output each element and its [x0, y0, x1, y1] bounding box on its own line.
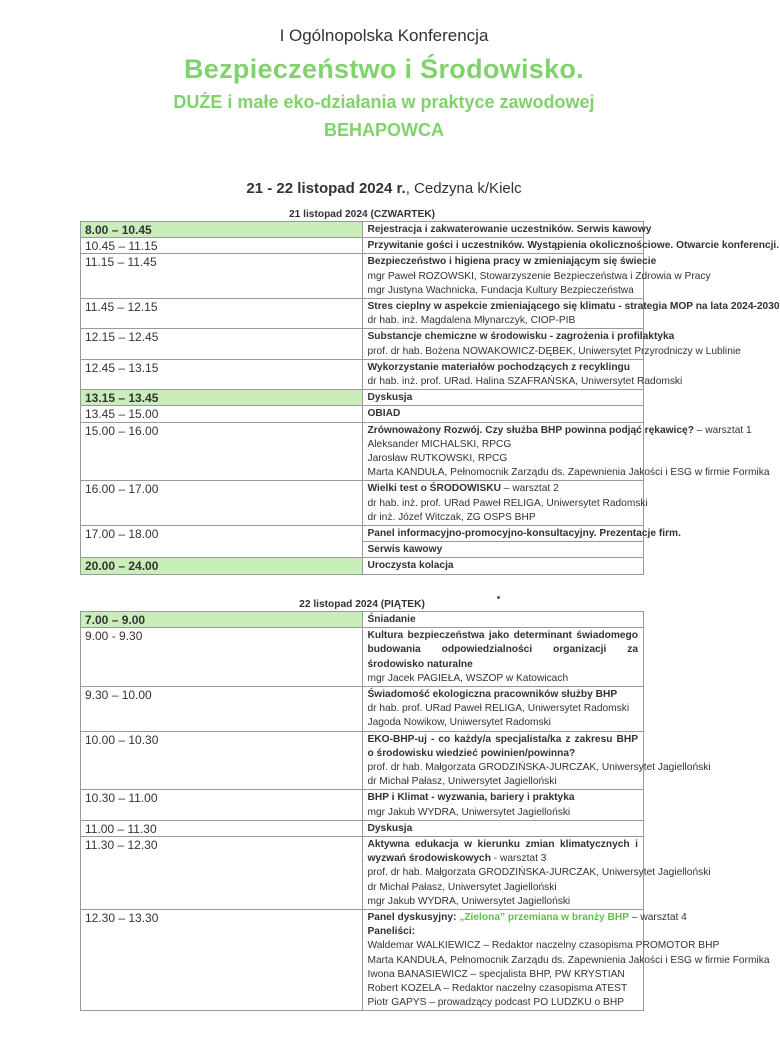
line-text: Robert KOZELA – Redaktor naczelny czasopisma ATEST — [367, 983, 628, 995]
line-text: Rejestracja i zakwaterowanie uczestników. Serwis kawowy — [367, 224, 652, 235]
session-details — [362, 731, 711, 790]
session-title — [368, 925, 639, 939]
line-text: Wielki test o ŚRODOWISKU — [367, 483, 501, 495]
session-time: 9.00 - 9.30 — [81, 628, 363, 687]
session-details — [362, 422, 770, 481]
session-speaker — [367, 375, 683, 389]
line-text: Śniadanie — [367, 614, 416, 625]
session-title — [368, 613, 639, 627]
schedule-row — [81, 687, 644, 732]
session-time: 12.15 – 12.45 — [81, 329, 363, 359]
session-speaker — [367, 761, 711, 775]
highlighted-topic: „Zielona” przemiana w branży BHP — [459, 912, 630, 924]
session-speaker — [368, 702, 639, 716]
session-time: 20.00 – 24.00 — [81, 558, 363, 574]
session-time: 10.30 – 11.00 — [81, 790, 363, 820]
schedule-row — [81, 238, 644, 254]
session-details — [362, 820, 644, 836]
line-text: prof. dr hab. Małgorzata GRODZIŃSKA-JURCZAK, Uniwersytet Jagielloński — [367, 867, 711, 879]
session-time: 17.00 – 18.00 — [81, 526, 363, 558]
session-speaker — [367, 954, 770, 968]
session-details — [362, 238, 780, 254]
session-time: 11.00 – 11.30 — [81, 820, 363, 836]
line-text: dr inż. Józef Witczak, ZG OSPS BHP — [367, 511, 536, 523]
session-title — [367, 255, 657, 269]
session-speaker — [368, 968, 639, 982]
session-time: 12.45 – 13.15 — [81, 359, 363, 389]
schedule-row — [81, 406, 644, 422]
session-title — [368, 688, 639, 702]
session-time: 11.45 – 12.15 — [81, 299, 363, 329]
day-header-row — [81, 208, 644, 222]
session-time: 10.45 – 11.15 — [81, 238, 363, 254]
schedule-row — [81, 612, 644, 628]
conference-date-location — [0, 180, 768, 197]
session-speaker — [368, 996, 639, 1010]
session-speaker — [368, 881, 639, 895]
workshop-label: – warsztat 1 — [693, 424, 752, 436]
line-text: OBIAD — [367, 408, 401, 420]
line-text: Bezpieczeństwo i higiena pracy w zmieniającym się świecie — [367, 256, 657, 268]
session-speaker — [368, 672, 639, 686]
schedule-day1-table — [80, 208, 780, 575]
schedule-row — [81, 790, 644, 820]
session-title — [367, 424, 752, 438]
session-time: 15.00 – 16.00 — [81, 422, 363, 481]
line-text: dr Michał Pałasz, Uniwersytet Jagielloński — [367, 881, 557, 893]
day-header: 21 listopad 2024 (CZWARTEK) — [81, 208, 644, 222]
session-title — [367, 330, 675, 344]
line-text: dr hab. inż. prof. URad. Halina SZAFRAŃSKA, Uniwersytet Radomski — [367, 376, 683, 388]
line-text: dr Michał Pałasz, Uniwersytet Jagielloński — [367, 776, 557, 788]
schedule-row — [81, 481, 644, 526]
line-text: Aleksander MICHALSKI, RPCG — [367, 438, 512, 450]
session-title — [368, 629, 639, 672]
session-title — [368, 559, 639, 573]
line-text: Uroczysta kolacja — [367, 560, 454, 572]
session-title — [367, 300, 780, 314]
line-text: Dyskusja — [367, 392, 413, 404]
line-text: Wykorzystanie materiałów pochodzących z recyklingu — [367, 361, 631, 373]
session-title — [368, 791, 639, 805]
line-text: prof. dr hab. Bożena NOWAKOWICZ-DĘBEK, Uniwersytet Przyrodniczy w Lublinie — [367, 345, 741, 357]
schedule-row — [81, 558, 644, 574]
conference-subtitle-line1: DUŻE i małe eko-działania w praktyce zawodowej — [173, 92, 595, 112]
line-text: Iwona BANASIEWICZ – specjalista BHP, PW KRYSTIAN — [367, 968, 625, 980]
workshop-label: – warsztat 4 — [629, 912, 687, 924]
session-details — [362, 910, 770, 1011]
scan-speck — [497, 596, 500, 599]
session-details — [362, 687, 644, 732]
schedule-row — [81, 329, 644, 359]
schedule-row — [81, 910, 644, 1011]
session-time: 11.15 – 11.45 — [81, 254, 363, 299]
line-text: mgr Paweł ROZOWSKI, Stowarzyszenie Bezpieczeństwa i Zdrowia w Pracy — [367, 270, 711, 282]
line-text: Przywitanie gości i uczestników. Wystąpienia okolicznościowe. Otwarcie konferencji. — [367, 240, 780, 252]
session-title — [368, 543, 639, 557]
session-details — [362, 542, 644, 558]
schedule-row — [81, 359, 644, 389]
conference-title: Bezpieczeństwo i Środowisko. — [184, 54, 584, 84]
line-text: mgr Jacek PAGIEŁA, WSZOP w Katowicach — [367, 672, 569, 684]
session-title — [367, 223, 652, 237]
session-speaker — [368, 716, 639, 730]
line-text: Zrównoważony Rozwój. Czy służba BHP powinna podjąć rękawicę? — [367, 424, 694, 436]
session-title — [368, 838, 639, 866]
session-time: 16.00 – 17.00 — [81, 481, 363, 526]
session-speaker — [368, 284, 639, 298]
schedule-day2-table — [80, 598, 770, 1011]
session-title — [368, 391, 639, 405]
session-speaker — [368, 438, 639, 452]
workshop-label: – warsztat 2 — [501, 483, 559, 495]
session-speaker — [368, 895, 639, 909]
line-text: Aktywna edukacja w kierunku zmian klimatycznych i wyzwań środowiskowych — [367, 839, 638, 865]
conference-label: I Ogólnopolska Konferencja — [279, 26, 489, 45]
line-text: prof. dr hab. Małgorzata GRODZIŃSKA-JURCZAK, Uniwersytet Jagielloński — [367, 762, 711, 774]
session-details — [362, 329, 741, 359]
line-text: BHP i Klimat - wyzwania, bariery i praktyka — [367, 792, 575, 804]
day-header: 22 listopad 2024 (PIĄTEK) — [81, 598, 644, 612]
session-speaker — [368, 314, 639, 328]
line-text: Paneliści: — [367, 926, 416, 938]
session-details — [362, 558, 644, 574]
session-details — [362, 406, 644, 422]
session-title — [367, 239, 780, 253]
day-header-row — [81, 598, 644, 612]
line-text: Marta KANDUŁA, Pełnomocnik Zarządu ds. Zapewnienia Jakości i ESG w firmie Formika — [367, 954, 770, 966]
schedule-row — [81, 390, 644, 406]
schedule-row — [81, 222, 644, 238]
session-speaker — [367, 345, 741, 359]
session-title — [368, 733, 639, 761]
schedule-row — [81, 526, 644, 542]
session-details — [362, 254, 711, 299]
schedule-row — [81, 254, 644, 299]
session-details — [362, 359, 683, 389]
session-details — [362, 222, 652, 238]
line-text: dr hab. inż. Magdalena Młynarczyk, CIOP-PIB — [367, 315, 576, 327]
line-text: mgr Jakub WYDRA, Uniwersytet Jagielloński — [367, 806, 571, 818]
session-speaker — [368, 511, 639, 525]
session-details — [362, 790, 644, 820]
schedule-row — [81, 422, 644, 481]
line-text: Panel dyskusyjny: — [367, 912, 460, 924]
session-time: 9.30 – 10.00 — [81, 687, 363, 732]
session-title — [368, 822, 639, 836]
line-text: Substancje chemiczne w środowisku - zagrożenia i profilaktyka — [367, 331, 675, 343]
session-title — [368, 482, 639, 496]
session-time: 13.45 – 15.00 — [81, 406, 363, 422]
line-text: Waldemar WALKIEWICZ – Redaktor naczelny czasopisma PROMOTOR BHP — [367, 940, 720, 952]
session-speaker — [368, 775, 639, 789]
session-details — [362, 299, 780, 329]
session-speaker — [368, 452, 639, 466]
session-title — [368, 361, 639, 375]
session-details — [362, 628, 644, 687]
session-speaker — [368, 806, 639, 820]
line-text: mgr Jakub WYDRA, Uniwersytet Jagielloński — [367, 895, 571, 907]
session-details — [362, 612, 644, 628]
session-speaker — [368, 982, 639, 996]
line-text: dr hab. prof. URad Paweł RELIGA, Uniwersytet Radomski — [367, 703, 630, 715]
session-details — [362, 837, 711, 910]
session-time: 12.30 – 13.30 — [81, 910, 363, 1011]
session-speaker — [367, 270, 711, 284]
line-text: Panel informacyjno-promocyjno-konsultacyjny. Prezentacje firm. — [367, 528, 681, 540]
session-details — [362, 390, 644, 406]
session-time: 8.00 – 10.45 — [81, 222, 363, 238]
line-text: Marta KANDUŁA, Pełnomocnik Zarządu ds. Zapewnienia Jakości i ESG w firmie Formika — [367, 467, 770, 479]
session-title — [368, 407, 639, 421]
line-text: mgr Justyna Wachnicka, Fundacja Kultury Bezpieczeństwa — [367, 284, 634, 296]
session-title — [367, 911, 687, 925]
workshop-label: - warsztat 3 — [490, 853, 547, 865]
session-speaker — [367, 866, 711, 880]
conference-location: , Cedzyna k/Kielc — [405, 180, 522, 197]
session-details — [362, 481, 648, 526]
line-text: EKO-BHP-uj - co każdy/a specjalista/ka z zakresu BHP o środowisku wiedzieć powinien/powinna? — [367, 733, 638, 759]
session-details — [362, 526, 681, 542]
schedule-row — [81, 820, 644, 836]
schedule-row — [81, 731, 644, 790]
line-text: Kultura bezpieczeństwa jako determinant świadomego budowania odpowiedzialności organizacji za środowisko naturalne — [367, 630, 638, 670]
line-text: Świadomość ekologiczna pracowników służby BHP — [367, 689, 618, 701]
line-text: Piotr GAPYS – prowadzący podcast PO LUDZKU o BHP — [367, 997, 624, 1009]
line-text: Serwis kawowy — [367, 544, 443, 556]
line-text: Jagoda Nowikow, Uniwersytet Radomski — [367, 717, 551, 729]
schedule-row — [81, 837, 644, 910]
schedule-row — [81, 628, 644, 687]
session-speaker — [367, 497, 648, 511]
line-text: Jarosław RUTKOWSKI, RPCG — [367, 453, 508, 465]
session-title — [367, 527, 681, 541]
line-text: Dyskusja — [367, 822, 413, 834]
line-text: Stres cieplny w aspekcie zmieniającego się klimatu - strategia MOP na lata 2024-2030 — [367, 301, 780, 313]
line-text: dr hab. inż. prof. URad Paweł RELIGA, Uniwersytet Radomski — [367, 497, 648, 509]
session-time: 11.30 – 12.30 — [81, 837, 363, 910]
session-time: 7.00 – 9.00 — [81, 612, 363, 628]
session-time: 13.15 – 13.45 — [81, 390, 363, 406]
conference-date: 21 - 22 listopad 2024 r. — [246, 180, 406, 197]
conference-subtitle-line2: BEHAPOWCA — [324, 120, 444, 140]
session-speaker — [367, 939, 720, 953]
session-speaker — [367, 466, 770, 480]
session-time: 10.00 – 10.30 — [81, 731, 363, 790]
schedule-row — [81, 299, 644, 329]
